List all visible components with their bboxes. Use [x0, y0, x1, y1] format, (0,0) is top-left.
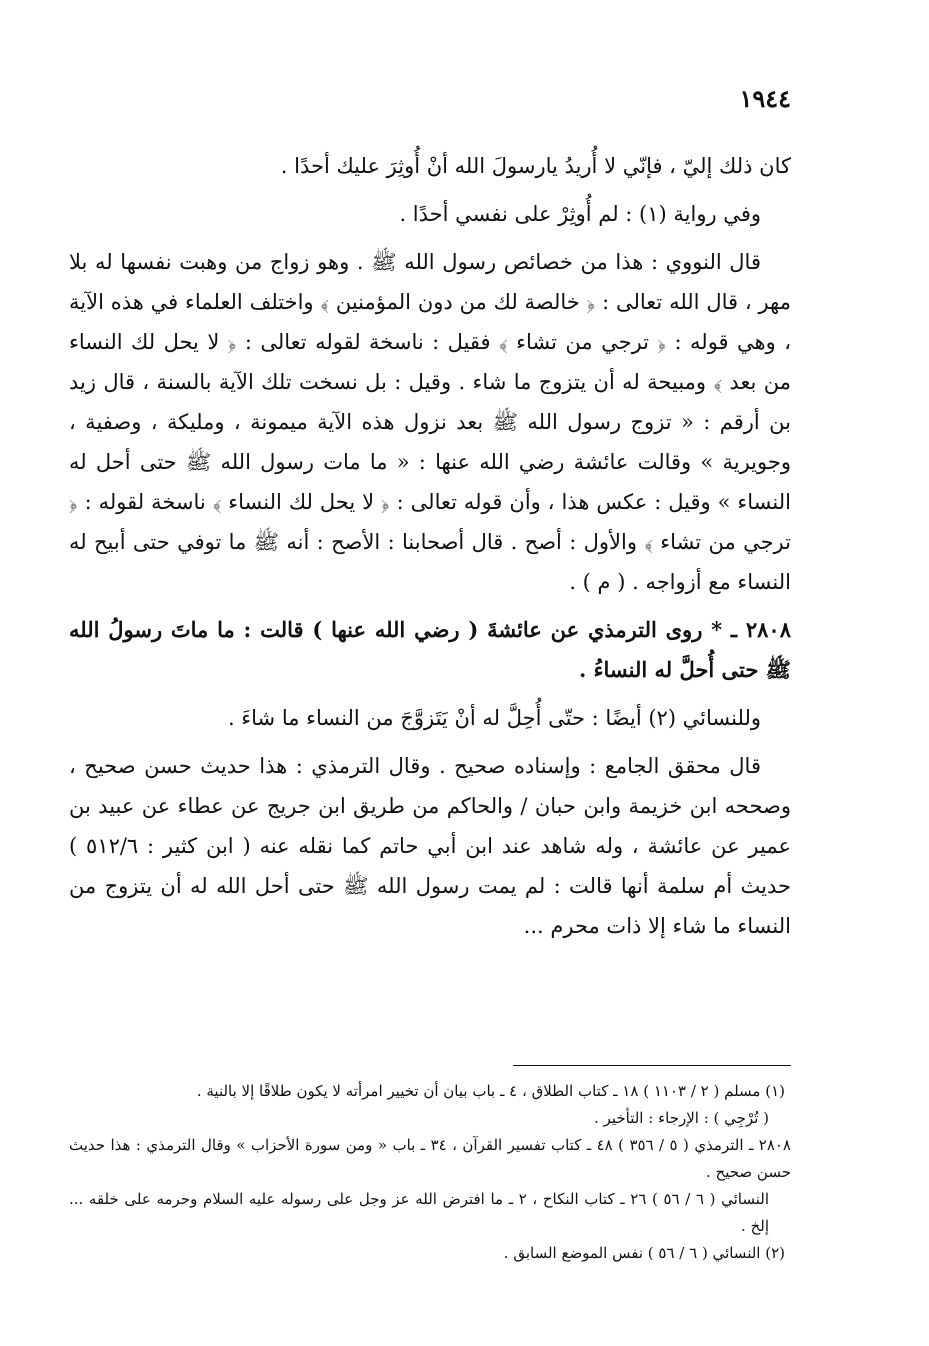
- footnote-1: (١) مسلم ( ٢ / ١١٠٣ ) ١٨ ـ كتاب الطلاق ، ٤ ـ باب بيان أن تخيير امرأته لا يكون طلاقًا إلا بالنية .: [196, 1082, 785, 1100]
- footnote-2808: ٢٨٠٨ ـ الترمذي ( ٥ / ٣٥٦ ) ٤٨ ـ كتاب تفسير القرآن ، ٣٤ ـ باب « ومن سورة الأحزاب » وقال الترمذي : هذا حديث حسن صحيح .: [69, 1136, 791, 1181]
- paragraph-2: وفي رواية (١) : لم أُوثِرْ على نفسي أحدًا .: [399, 202, 761, 226]
- paragraph-3: قال النووي : هذا من خصائص رسول الله ﷺ . وهو زواج من وهبت نفسها له بلا مهر ، قال الله تعالى : ﴿ خالصة لك من دون المؤمنين ﴾ واختلف العلماء في هذه الآية ، وهي قوله : ﴿ ترجي من تشاء ﴾ فقيل : ناسخة لقوله تعالى : ﴿ لا يحل لك النساء من بعد ﴾ ومبيحة له أن يتزوج ما شاء . وقيل : بل نسخت تلك الآية بالسنة ، قال زيد بن أرقم : « تزوج رسول الله ﷺ بعد نزول هذه الآية ميمونة ، ومليكة ، وصفية ، وجويرية » وقالت عائشة رضي الله عنها : « ما مات رسول الله ﷺ حتى أحل له النساء » وقيل : عكس هذا ، وأن قوله تعالى : ﴿ لا يحل لك النساء ﴾ ناسخة لقوله : ﴿ ترجي من تشاء ﴾ والأول : أصح . قال أصحابنا : الأصح : أنه ﷺ ما توفي حتى أبيح له النساء مع أزواجه . ( م ) .: [69, 250, 791, 594]
- paragraph-5: وللنسائي (٢) أيضًا : حتّى أُحِلَّ له أنْ يَتَزوَّجَ من النساء ما شاءَ .: [227, 706, 761, 730]
- paragraph-gap: [69, 234, 791, 242]
- footnote-2: (٢) النسائي ( ٦ / ٥٦ ) نفس الموضع السابق .: [503, 1244, 785, 1262]
- paragraph-6: قال محقق الجامع : وإسناده صحيح . وقال الترمذي : هذا حديث حسن صحيح ، وصححه ابن خزيمة وابن حبان / والحاكم من طريق ابن جريج عن عطاء عن عبيد بن عمير عن عائشة ، وله شاهد عند ابن أبي حاتم كما نقله عنه ( ابن كثير : ٥١٢/٦ ) حديث أم سلمة أنها قالت : لم يمت رسول الله ﷺ حتى أحل الله له أن يتزوج من النساء ما شاء إلا ذات محرم ...: [69, 754, 792, 938]
- page-number: ١٩٤٤: [739, 84, 791, 113]
- footnotes: [69, 1078, 791, 1267]
- footnote-1-gloss: ( تُرْجِي ) : الإرجاء : التأخير .: [594, 1109, 769, 1127]
- paragraph-gap: [69, 738, 791, 746]
- paragraph-gap: [69, 690, 791, 698]
- paragraph-gap: [69, 602, 791, 610]
- paragraph-gap: [69, 186, 791, 194]
- footnote-divider: [513, 1065, 791, 1066]
- paragraph-1: كان ذلك إليّ ، فإنّي لا أُريدُ يارسولَ الله أنْ أُوثِرَ عليك أحدًا .: [280, 154, 791, 178]
- paragraph-4: ٢٨٠٨ ـ * روى الترمذي عن عائشةَ ( رضي الله عنها ) قالت : ما ماتَ رسولُ الله ﷺ حتى أُحلَّ له النساءُ .: [69, 617, 791, 682]
- main-text: [69, 146, 791, 946]
- footnote-2808-nasai: النسائي ( ٦ / ٥٦ ) ٢٦ ـ كتاب النكاح ، ٢ ـ ما افترض الله عز وجل على رسوله عليه السلام وحرمه على خلقه ... إلخ .: [69, 1190, 770, 1235]
